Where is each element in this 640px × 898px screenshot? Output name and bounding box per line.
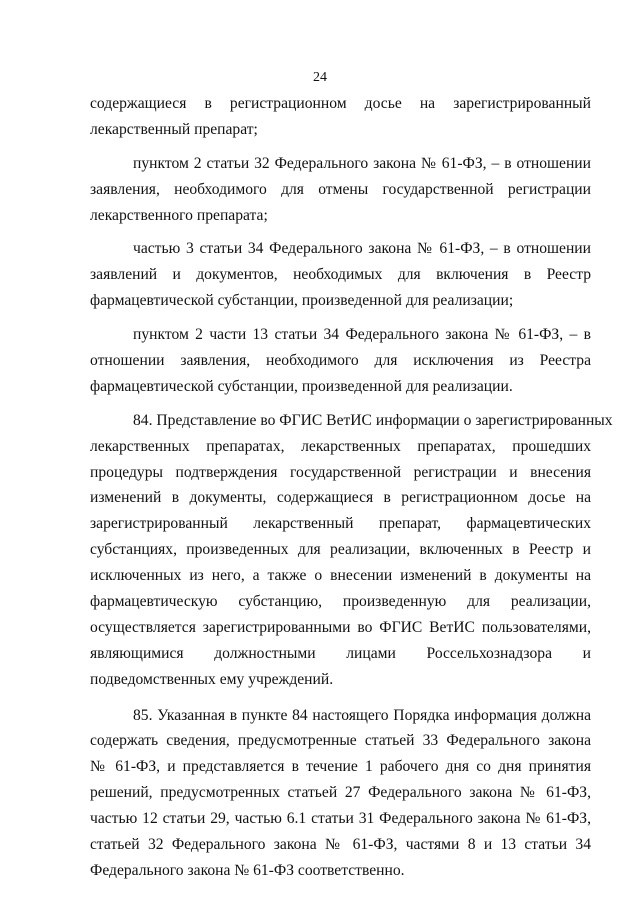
text-line: заявлений и документов, необходимых для включения в Реестр <box>90 266 591 284</box>
text-line: зарегистрированный лекарственный препарат, фармацевтических <box>90 515 591 533</box>
text-line: фармацевтической субстанции, произведенной для реализации. <box>90 377 513 395</box>
text-line: лекарственных препаратах, лекарственных препаратах, прошедших <box>90 437 591 455</box>
text-line: фармацевтической субстанции, произведенной для реализации; <box>90 292 514 310</box>
text-line: частью 3 статьи 34 Федерального закона № 61-ФЗ, – в отношении <box>133 240 591 258</box>
text-line: 84. Представление во ФГИС ВетИС информации о зарегистрированных <box>133 411 613 429</box>
page-number: 24 <box>313 70 327 85</box>
text-line: содержащиеся в регистрационном досье на зарегистрированный <box>90 95 591 112</box>
text-line: изменений в документы, содержащиеся в регистрационном досье на <box>90 489 591 507</box>
text-line: содержать сведения, предусмотренные статьей 33 Федерального закона <box>90 732 591 750</box>
text-line: субстанциях, произведенных для реализации, включенных в Реестр и <box>90 541 591 559</box>
text-line: подведомственных ему учреждений. <box>90 670 334 688</box>
text-line: отношении заявления, необходимого для исключения из Реестра <box>90 352 591 370</box>
text-line: исключенных из него, а также о внесении изменений в документы на <box>90 567 591 585</box>
text-line: фармацевтическую субстанцию, произведенную для реализации, <box>90 593 591 611</box>
text-line: являющимися должностными лицами Россельхознадзора и <box>90 644 591 662</box>
text-line: процедуры подтверждения государственной регистрации и внесения <box>90 463 591 481</box>
text-line: статьей 32 Федерального закона № 61-ФЗ, частями 8 и 13 статьи 34 <box>90 836 591 854</box>
text-line: решений, предусмотренных статьей 27 Федерального закона № 61-ФЗ, <box>90 784 591 802</box>
text-line: осуществляется зарегистрированными во ФГИС ВетИС пользователями, <box>90 618 591 636</box>
text-line: частью 12 статьи 29, частью 6.1 статьи 31 Федерального закона № 61-ФЗ, <box>90 810 591 828</box>
text-line: № 61-ФЗ, и представляется в течение 1 рабочего дня со дня принятия <box>90 758 591 776</box>
text-line: лекарственного препарата; <box>90 206 268 224</box>
document-body <box>90 91 613 884</box>
text-line: пунктом 2 статьи 32 Федерального закона № 61-ФЗ, – в отношении <box>133 154 591 172</box>
text-line: пунктом 2 части 13 статьи 34 Федерального закона № 61-ФЗ, – в <box>133 326 591 344</box>
text-line: заявления, необходимого для отмены государственной регистрации <box>90 180 591 198</box>
text-line: Федерального закона № 61-ФЗ соответственно. <box>90 861 405 879</box>
text-line: 85. Указанная в пункте 84 настоящего Порядка информация должна <box>133 706 591 724</box>
text-line: лекарственный препарат; <box>90 120 258 138</box>
